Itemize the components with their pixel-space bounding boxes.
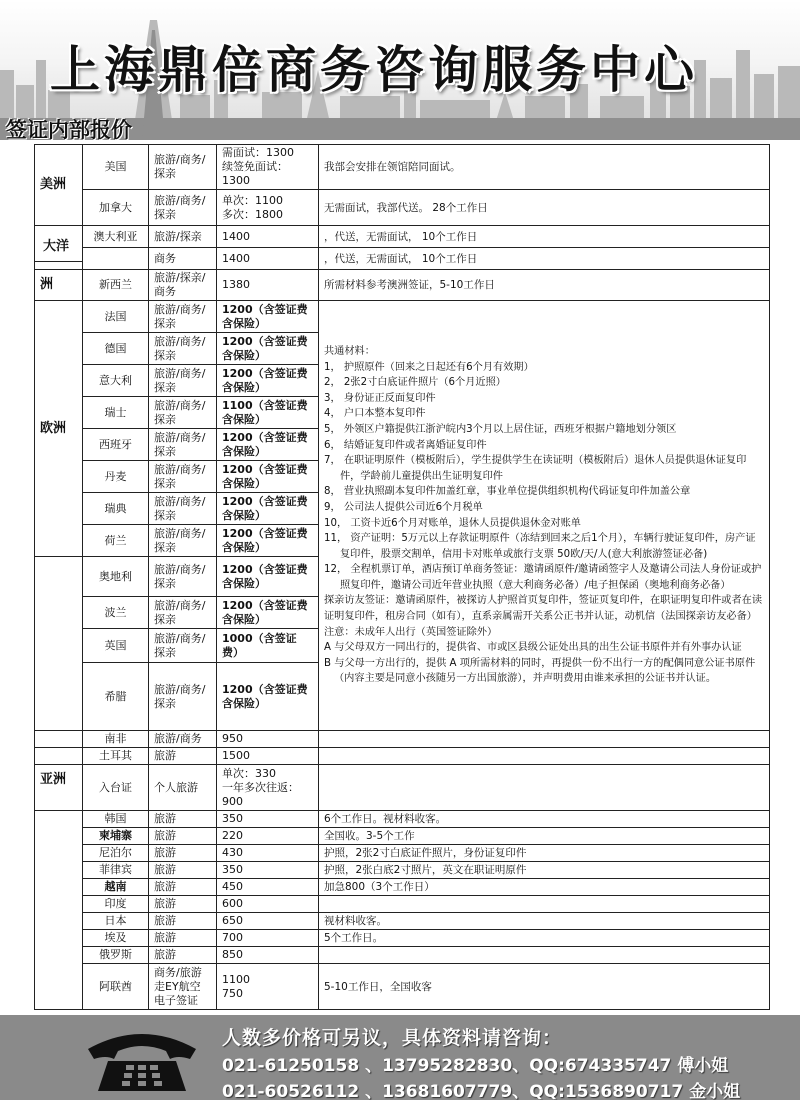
region-empty [35, 748, 83, 765]
common-materials-line: 3， 身份证正反面复印件 [324, 392, 436, 404]
country-egypt: 埃及 [83, 930, 149, 947]
country-usa: 美国 [83, 145, 149, 190]
visa-note: 无需面试，我部代送。 28个工作日 [319, 190, 770, 226]
visa-price: 需面试：1300 续签免面试：1300 [217, 145, 319, 190]
region-oceania [35, 226, 83, 270]
visa-type: 旅游 [149, 930, 217, 947]
common-materials-line: 11， 资产证明：5万元以上存款证明原件（冻结到回来之后1个月），车辆行驶证复印件，房产证复印件，股票交割单，信用卡对账单或旅行支票 50欧/天/人(意大利旅游签证必备) [324, 533, 756, 560]
visa-price: 1200（含签证费含保险） [217, 429, 319, 461]
table-row [35, 248, 770, 270]
common-materials-line: 探亲访友签证：邀请函原件，被探访人护照首页复印件，签证页复印件，在职证明复印件或者在读证明复印件，租房合同（如有），直系亲属需开关系公正书并认证，动机信（法国探亲访友必备） [324, 595, 763, 623]
visa-type: 旅游/商务/探亲 [149, 557, 217, 597]
visa-type: 旅游/商务/探亲 [149, 629, 217, 663]
visa-price: 1400 [217, 248, 319, 270]
country-sweden: 瑞典 [83, 493, 149, 525]
table-row [35, 913, 770, 930]
region-americas: 美洲 [35, 145, 83, 226]
visa-type: 旅游 [149, 947, 217, 964]
visa-type: 旅游 [149, 913, 217, 930]
visa-note: 6个工作日。视材料收客。 [319, 811, 770, 828]
visa-note: 护照，2张白底2寸照片，英文在职证明原件 [319, 862, 770, 879]
table-row [35, 930, 770, 947]
common-materials-line: 7， 在职证明原件（模板附后），学生提供学生在读证明（模板附后）退休人员提供退休证复印件，学龄前儿童提供出生证明复印件 [324, 455, 747, 482]
table-row [35, 145, 770, 190]
visa-note [319, 731, 770, 748]
visa-note: 视材料收客。 [319, 913, 770, 930]
visa-price: 1200（含签证费含保险） [217, 461, 319, 493]
visa-type: 旅游/商务/探亲 [149, 429, 217, 461]
region-europe-cont [35, 557, 83, 731]
country-italy: 意大利 [83, 365, 149, 397]
page-subtitle: 签证内部报价 [6, 118, 132, 140]
region-empty [35, 731, 83, 748]
visa-note: ，代送，无需面试， 10个工作日 [319, 226, 770, 248]
contact-footer [0, 1015, 800, 1100]
visa-price: 950 [217, 731, 319, 748]
table-row [35, 879, 770, 896]
country-poland: 波兰 [83, 597, 149, 629]
telephone-icon [82, 1025, 202, 1095]
region-asia: 亚洲 [35, 765, 83, 811]
country-france: 法国 [83, 301, 149, 333]
visa-type: 旅游/商务/探亲 [149, 461, 217, 493]
visa-type: 旅游 [149, 748, 217, 765]
common-materials-line: 12， 全程机票订单，酒店预订单商务签证：邀请函原件/邀请函签字人及邀请公司法人身份证或护照复印件，邀请公司近年营业执照（意大利商务必备）/电子担保函（奥地利商务必备） [324, 564, 762, 591]
visa-type: 旅游/商务/探亲 [149, 663, 217, 731]
visa-note [319, 896, 770, 913]
country-spain: 西班牙 [83, 429, 149, 461]
visa-type: 商务/旅游走EY航空电子签证 [149, 964, 217, 1010]
common-materials-line: 8， 营业执照副本复印件加盖红章，事业单位提供组织机构代码证复印件加盖公章 [324, 486, 691, 498]
visa-note: ，代送，无需面试， 10个工作日 [319, 248, 770, 270]
table-row [35, 828, 770, 845]
visa-type: 旅游/商务/探亲 [149, 493, 217, 525]
common-materials-line: 4， 户口本整本复印件 [324, 408, 426, 420]
visa-note: 5个工作日。 [319, 930, 770, 947]
visa-type: 旅游 [149, 828, 217, 845]
table-row [35, 811, 770, 828]
region-oceania-label-top: 大洋 [35, 234, 82, 262]
visa-type: 旅游/商务/探亲 [149, 145, 217, 190]
visa-type: 旅游/商务/探亲 [149, 333, 217, 365]
table-row [35, 190, 770, 226]
common-materials-line: 9， 公司法人提供公司近6个月税单 [324, 501, 483, 513]
visa-note: 5-10工作日，全国收客 [319, 964, 770, 1010]
region-asia-cont [35, 811, 83, 1010]
country-germany: 德国 [83, 333, 149, 365]
table-row [35, 301, 770, 333]
visa-price: 1200（含签证费含保险） [217, 557, 319, 597]
visa-price: 1200（含签证费含保险） [217, 663, 319, 731]
visa-note: 全国收。3-5个工作 [319, 828, 770, 845]
visa-price: 单次：1100 多次：1800 [217, 190, 319, 226]
visa-price: 450 [217, 879, 319, 896]
visa-type: 旅游/探亲 [149, 226, 217, 248]
visa-price: 1200（含签证费含保险） [217, 333, 319, 365]
visa-price: 430 [217, 845, 319, 862]
visa-price: 700 [217, 930, 319, 947]
visa-note [319, 947, 770, 964]
visa-price: 350 [217, 862, 319, 879]
table-row [35, 947, 770, 964]
country-turkey: 土耳其 [83, 748, 149, 765]
country-austria: 奥地利 [83, 557, 149, 597]
visa-price: 600 [217, 896, 319, 913]
visa-type: 旅游/商务/探亲 [149, 301, 217, 333]
visa-price: 650 [217, 913, 319, 930]
country-switzerland: 瑞士 [83, 397, 149, 429]
country-newzealand: 新西兰 [83, 270, 149, 301]
contact-line-1: 021-61250158 、13795282830、QQ:674335747 傅小姐 [222, 1056, 729, 1076]
country-canada: 加拿大 [83, 190, 149, 226]
contact-line-2: 021-60526112 、13681607779、QQ:1536890717 金小姐 [222, 1082, 741, 1100]
table-row [35, 964, 770, 1010]
visa-price: 1380 [217, 270, 319, 301]
table-row [35, 862, 770, 879]
country-australia-business [83, 248, 149, 270]
visa-price: 1200（含签证费含保险） [217, 525, 319, 557]
visa-price: 1400 [217, 226, 319, 248]
common-materials-line: 5， 外领区户籍提供江浙沪皖内3个月以上居住证，西班牙根据户籍地划分领区 [324, 423, 677, 435]
country-korea: 韩国 [83, 811, 149, 828]
visa-price: 1500 [217, 748, 319, 765]
region-europe: 欧洲 [35, 301, 83, 557]
visa-price: 1200（含签证费含保险） [217, 365, 319, 397]
country-nepal: 尼泊尔 [83, 845, 149, 862]
table-row [35, 748, 770, 765]
visa-note: 加急800（3个工作日） [319, 879, 770, 896]
visa-type: 旅游/商务/探亲 [149, 365, 217, 397]
visa-price: 1100 750 [217, 964, 319, 1010]
country-russia: 俄罗斯 [83, 947, 149, 964]
common-materials-line: 共通材料： [324, 345, 375, 357]
region-oceania-label-bottom: 洲 [35, 270, 83, 301]
country-uk: 英国 [83, 629, 149, 663]
country-australia: 澳大利亚 [83, 226, 149, 248]
common-materials-line: 1， 护照原件（回来之日起还有6个月有效期） [324, 361, 534, 373]
table-row [35, 765, 770, 811]
visa-note: 护照，2张2寸白底证件照片，身份证复印件 [319, 845, 770, 862]
common-materials-line: 10， 工资卡近6个月对账单，退休人员提供退休金对账单 [324, 517, 581, 529]
visa-note: 所需材料参考澳洲签证，5-10工作日 [319, 270, 770, 301]
visa-type: 旅游/商务/探亲 [149, 525, 217, 557]
table-row [35, 270, 770, 301]
visa-type: 旅游/探亲/商务 [149, 270, 217, 301]
visa-note: 我部会安排在领馆陪同面试。 [319, 145, 770, 190]
country-philippines: 菲律宾 [83, 862, 149, 879]
visa-type: 旅游 [149, 879, 217, 896]
visa-type: 旅游 [149, 811, 217, 828]
visa-type: 旅游/商务 [149, 731, 217, 748]
visa-note [319, 765, 770, 811]
visa-price: 350 [217, 811, 319, 828]
common-materials [319, 301, 770, 731]
visa-type: 商务 [149, 248, 217, 270]
visa-type: 旅游 [149, 862, 217, 879]
page-title: 上海鼎倍商务咨询服务中心 [50, 41, 698, 99]
country-denmark: 丹麦 [83, 461, 149, 493]
visa-type: 旅游/商务/探亲 [149, 597, 217, 629]
visa-type: 旅游/商务/探亲 [149, 190, 217, 226]
visa-type: 旅游/商务/探亲 [149, 397, 217, 429]
visa-price: 1200（含签证费含保险） [217, 597, 319, 629]
common-materials-line: 2， 2张2寸白底证件照片（6个月近照） [324, 377, 506, 389]
table-row [35, 226, 770, 248]
country-greece: 希腊 [83, 663, 149, 731]
table-row [35, 896, 770, 913]
visa-type: 个人旅游 [149, 765, 217, 811]
visa-type: 旅游 [149, 896, 217, 913]
visa-price: 1200（含签证费含保险） [217, 301, 319, 333]
common-materials-line: A 与父母双方一同出行的，提供省、市或区县级公证处出具的出生公证书原件并有外事办认证 [324, 642, 742, 654]
visa-price: 单次：330 一年多次往返：900 [217, 765, 319, 811]
visa-price: 1200（含签证费含保险） [217, 493, 319, 525]
country-japan: 日本 [83, 913, 149, 930]
visa-note [319, 748, 770, 765]
common-materials-line: 6， 结婚证复印件或者离婚证复印件 [324, 439, 487, 451]
visa-type: 旅游 [149, 845, 217, 862]
common-materials-line: B 与父母一方出行的，提供 A 项所需材料的同时，再提供一份不出行一方的配偶同意公证书原件（内容主要是同意小孩随另一方出国旅游），并声明费用由谁来承担的公证书并认证。 [324, 657, 756, 685]
country-taiwan: 入台证 [83, 765, 149, 811]
common-materials-line: 注意：未成年人出行（英国签证除外） [324, 626, 498, 638]
country-southafrica: 南非 [83, 731, 149, 748]
country-uae: 阿联酋 [83, 964, 149, 1010]
visa-price: 1000（含签证费） [217, 629, 319, 663]
visa-price: 1100（含签证费含保险） [217, 397, 319, 429]
country-vietnam: 越南 [83, 879, 149, 896]
country-netherlands: 荷兰 [83, 525, 149, 557]
table-row [35, 845, 770, 862]
country-cambodia: 柬埔寨 [83, 828, 149, 845]
header-banner [0, 0, 800, 140]
footer-headline: 人数多价格可另议，具体资料请咨询： [222, 1027, 563, 1049]
visa-price-table [34, 144, 770, 1010]
country-india: 印度 [83, 896, 149, 913]
table-row [35, 731, 770, 748]
visa-price: 850 [217, 947, 319, 964]
visa-price: 220 [217, 828, 319, 845]
